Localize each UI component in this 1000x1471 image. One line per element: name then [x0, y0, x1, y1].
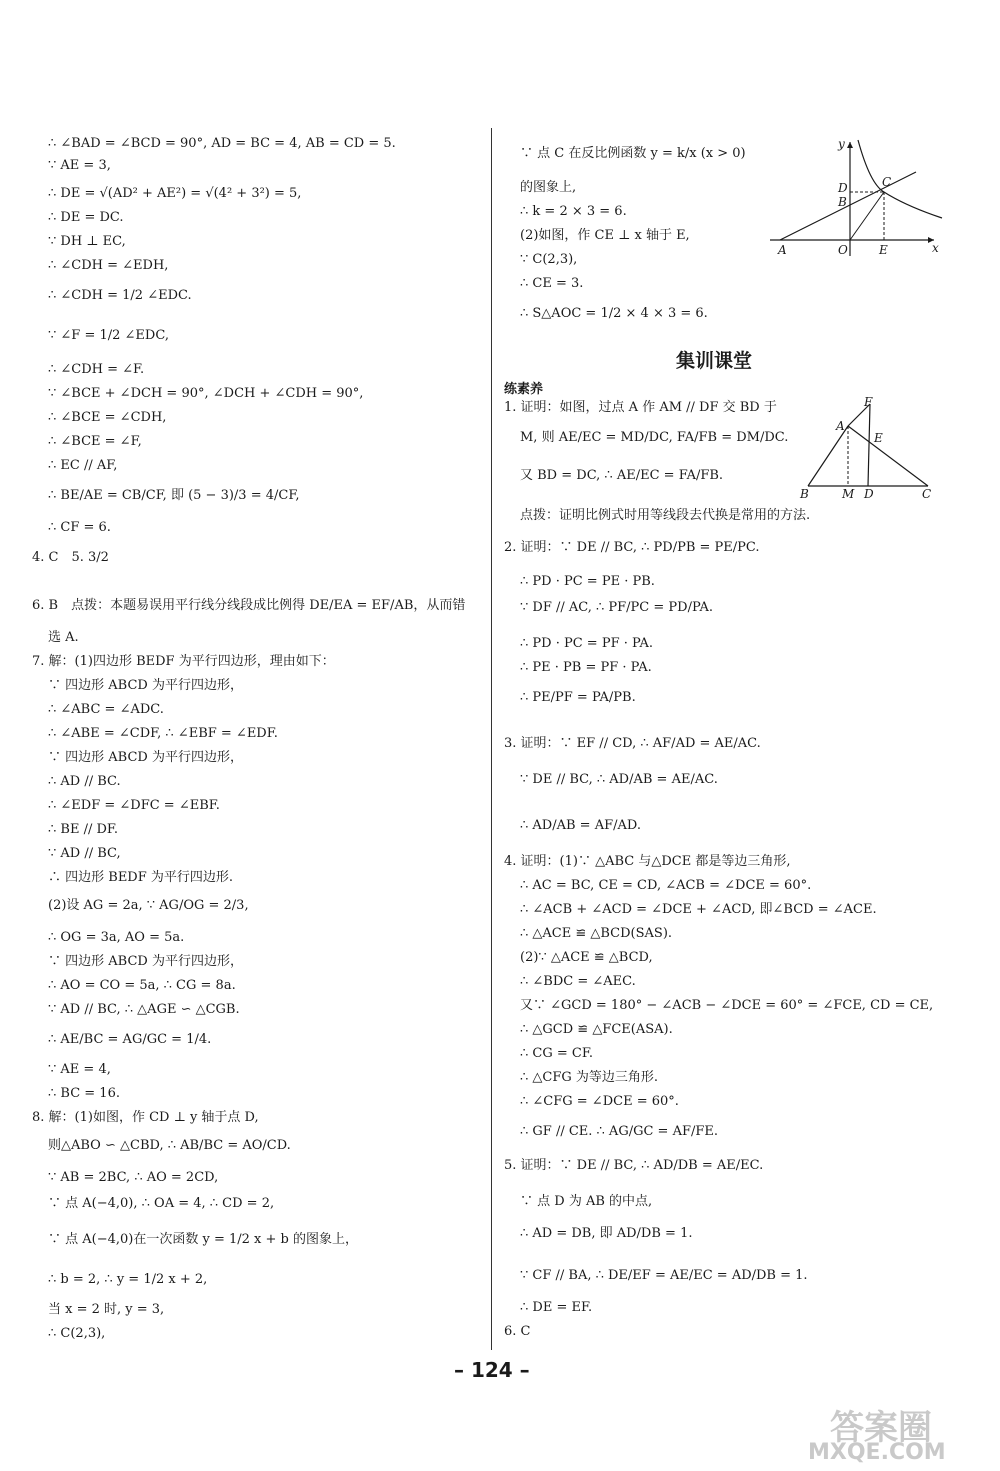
- text-line: ∴ PD · PC = PE · PB.: [520, 574, 655, 589]
- text-line: 又 BD = DC, ∴ AE/EC = FA/FB.: [520, 468, 724, 483]
- triangle-figure: [796, 396, 940, 502]
- text-line: ∴ PE/PF = PA/PB.: [520, 690, 636, 705]
- text-line: ∵ AB = 2BC, ∴ AO = 2CD,: [48, 1170, 219, 1185]
- text-line: ∴ OG = 3a, AO = 5a.: [48, 930, 185, 945]
- text-line: 则△ABO ∽ △CBD, ∴ AB/BC = AO/CD.: [48, 1138, 291, 1153]
- point-label-f: F: [864, 396, 873, 409]
- text-line: ∴ CG = CF.: [520, 1046, 593, 1061]
- text-line: ∴ BE/AE = CB/CF, 即 (5 − 3)/3 = 4/CF,: [48, 488, 300, 503]
- text-line: ∴ ∠CFG = ∠DCE = 60°.: [520, 1094, 679, 1109]
- text-line: ∵ ∠BCE + ∠DCH = 90°, ∠DCH + ∠CDH = 90°,: [48, 386, 364, 401]
- text-line: ∴ ∠BCE = ∠CDH,: [48, 410, 167, 425]
- text-line: ∴ CE = 3.: [520, 276, 584, 291]
- point-label-b: B: [800, 487, 809, 501]
- page-number: – 124 –: [454, 1358, 530, 1382]
- text-line: M, 则 AE/EC = MD/DC, FA/FB = DM/DC.: [520, 430, 789, 445]
- text-line: 的图象上,: [520, 180, 577, 195]
- text-line: 8. 解：(1)如图，作 CD ⊥ y 轴于点 D,: [32, 1110, 259, 1125]
- point-label-a: A: [778, 243, 787, 257]
- text-line: ∴ GF // CE. ∴ AG/GC = AF/FE.: [520, 1124, 719, 1139]
- text-line: ∴ k = 2 × 3 = 6.: [520, 204, 627, 219]
- text-line: ∴ AC = BC, CE = CD, ∠ACB = ∠DCE = 60°.: [520, 878, 812, 893]
- text-line: ∴ AD // BC.: [48, 774, 121, 789]
- text-line: ∵ 四边形 ABCD 为平行四边形，: [48, 678, 243, 693]
- text-line: ∴ DE = EF.: [520, 1300, 593, 1315]
- text-line: (2)∵ △ACE ≌ △BCD,: [520, 950, 653, 965]
- text-line: ∴ PD · PC = PF · PA.: [520, 636, 654, 651]
- text-line: ∴ BE // DF.: [48, 822, 119, 837]
- text-line: ∵ 点 D 为 AB 的中点,: [520, 1194, 653, 1209]
- text-line: ∵ 点 A(−4,0)在一次函数 y = 1/2 x + b 的图象上，: [48, 1232, 358, 1247]
- text-line: 4. C 5. 3/2: [32, 550, 109, 565]
- coordinate-graph-figure: [766, 136, 946, 260]
- text-line: ∵ AD // BC,: [48, 846, 121, 861]
- text-line: ∵ DF // AC, ∴ PF/PC = PD/PA.: [520, 600, 714, 615]
- text-line: ∴ BC = 16.: [48, 1086, 120, 1101]
- text-line: ∴ ∠ABE = ∠CDF, ∴ ∠EBF = ∠EDF.: [48, 726, 278, 741]
- text-line: ∴ AO = CO = 5a, ∴ CG = 8a.: [48, 978, 236, 993]
- text-line: 5. 证明：∵ DE // BC, ∴ AD/DB = AE/EC.: [504, 1158, 764, 1173]
- text-line: ∴ AD/AB = AF/AD.: [520, 818, 641, 833]
- text-line: (2)如图，作 CE ⊥ x 轴于 E,: [520, 228, 690, 243]
- text-line: 4. 证明：(1)∵ △ABC 与△DCE 都是等边三角形,: [504, 854, 791, 869]
- text-line: ∵ CF // BA, ∴ DE/EF = AE/EC = AD/DB = 1.: [520, 1268, 808, 1283]
- text-line: ∵ DH ⊥ EC,: [48, 234, 126, 249]
- point-label-m: M: [842, 487, 855, 501]
- axis-label-y: y: [838, 137, 845, 151]
- text-line: ∴ 四边形 BEDF 为平行四边形.: [48, 870, 234, 885]
- text-line: ∴ ∠CDH = ∠EDH,: [48, 258, 169, 273]
- text-line: ∵ AE = 4,: [48, 1062, 111, 1077]
- text-line: 点拨：证明比例式时用等线段去代换是常用的方法.: [520, 508, 811, 523]
- point-label-c: C: [922, 487, 932, 501]
- text-line: ∵ AE = 3,: [48, 158, 111, 173]
- axis-label-x: x: [932, 241, 939, 255]
- section-title: 集训课堂: [676, 350, 753, 372]
- text-line: ∴ C(2,3),: [48, 1326, 106, 1341]
- text-line: ∴ ∠ABC = ∠ADC.: [48, 702, 164, 717]
- text-line: 6. C: [504, 1324, 531, 1339]
- point-label-o: O: [838, 243, 848, 257]
- point-label-d: D: [838, 181, 848, 195]
- point-label-b: B: [838, 195, 847, 209]
- text-line: ∴ ∠CDH = 1/2 ∠EDC.: [48, 288, 192, 303]
- text-line: ∵ AD // BC, ∴ △AGE ∽ △CGB.: [48, 1002, 240, 1017]
- text-line: ∴ DE = √(AD² + AE²) = √(4² + 3²) = 5,: [48, 186, 302, 201]
- point-label-d: D: [864, 487, 874, 501]
- text-line: 又∵ ∠GCD = 180° − ∠ACB − ∠DCE = 60° = ∠FCE, CD = CE,: [520, 998, 934, 1013]
- text-line: ∴ ∠EDF = ∠DFC = ∠EBF.: [48, 798, 220, 813]
- text-line: ∴ b = 2, ∴ y = 1/2 x + 2,: [48, 1272, 208, 1287]
- text-line: ∵ 点 A(−4,0), ∴ OA = 4, ∴ CD = 2,: [48, 1196, 275, 1211]
- text-line: ∴ ∠BDC = ∠AEC.: [520, 974, 636, 989]
- text-line: 1. 证明：如图，过点 A 作 AM // DF 交 BD 于: [504, 400, 777, 415]
- text-line: ∴ CF = 6.: [48, 520, 111, 535]
- text-line: ∴ AD = DB, 即 AD/DB = 1.: [520, 1226, 693, 1241]
- text-line: 3. 证明：∵ EF // CD, ∴ AF/AD = AE/AC.: [504, 736, 761, 751]
- text-line: ∴ △CFG 为等边三角形.: [520, 1070, 659, 1085]
- text-line: ∴ △ACE ≌ △BCD(SAS).: [520, 926, 673, 941]
- text-line: 7. 解：(1)四边形 BEDF 为平行四边形，理由如下：: [32, 654, 335, 669]
- column-divider: [491, 128, 492, 1350]
- text-line: 选 A.: [48, 630, 79, 645]
- point-label-e: E: [874, 431, 883, 445]
- text-line: ∴ △GCD ≌ △FCE(ASA).: [520, 1022, 673, 1037]
- text-line: ∵ 点 C 在反比例函数 y = k/x (x > 0): [520, 146, 746, 161]
- point-label-e: E: [879, 243, 888, 257]
- text-line: 6. B 点拨：本题易误用平行线分线段成比例得 DE/EA = EF/AB，从而错: [32, 598, 466, 613]
- text-line: 2. 证明：∵ DE // BC, ∴ PD/PB = PE/PC.: [504, 540, 760, 555]
- text-line: ∴ PE · PB = PF · PA.: [520, 660, 652, 675]
- text-line: ∴ EC // AF,: [48, 458, 118, 473]
- text-line: ∴ ∠CDH = ∠F.: [48, 362, 145, 377]
- text-line: ∵ DE // BC, ∴ AD/AB = AE/AC.: [520, 772, 718, 787]
- point-label-a: A: [836, 419, 845, 433]
- text-line: ∵ 四边形 ABCD 为平行四边形，: [48, 954, 243, 969]
- point-label-c: C: [882, 175, 892, 189]
- text-line: ∴ ∠BAD = ∠BCD = 90°, AD = BC = 4, AB = CD = 5.: [48, 136, 396, 151]
- text-line: ∵ 四边形 ABCD 为平行四边形，: [48, 750, 243, 765]
- watermark-logo: 答案圈: [830, 1408, 932, 1448]
- text-line: ∵ ∠F = 1/2 ∠EDC,: [48, 328, 169, 343]
- text-line: ∵ C(2,3),: [520, 252, 578, 267]
- text-line: ∴ ∠ACB + ∠ACD = ∠DCE + ∠ACD, 即∠BCD = ∠ACE.: [520, 902, 877, 917]
- text-line: ∴ DE = DC.: [48, 210, 124, 225]
- text-line: (2)设 AG = 2a, ∵ AG/OG = 2/3,: [48, 898, 249, 913]
- watermark-url: MXQE.COM: [808, 1440, 946, 1465]
- text-line: ∴ S△AOC = 1/2 × 4 × 3 = 6.: [520, 306, 708, 321]
- sub-title: 练素养: [504, 382, 544, 397]
- text-line: ∴ ∠BCE = ∠F,: [48, 434, 142, 449]
- text-line: 当 x = 2 时, y = 3,: [48, 1302, 165, 1317]
- text-line: ∴ AE/BC = AG/GC = 1/4.: [48, 1032, 212, 1047]
